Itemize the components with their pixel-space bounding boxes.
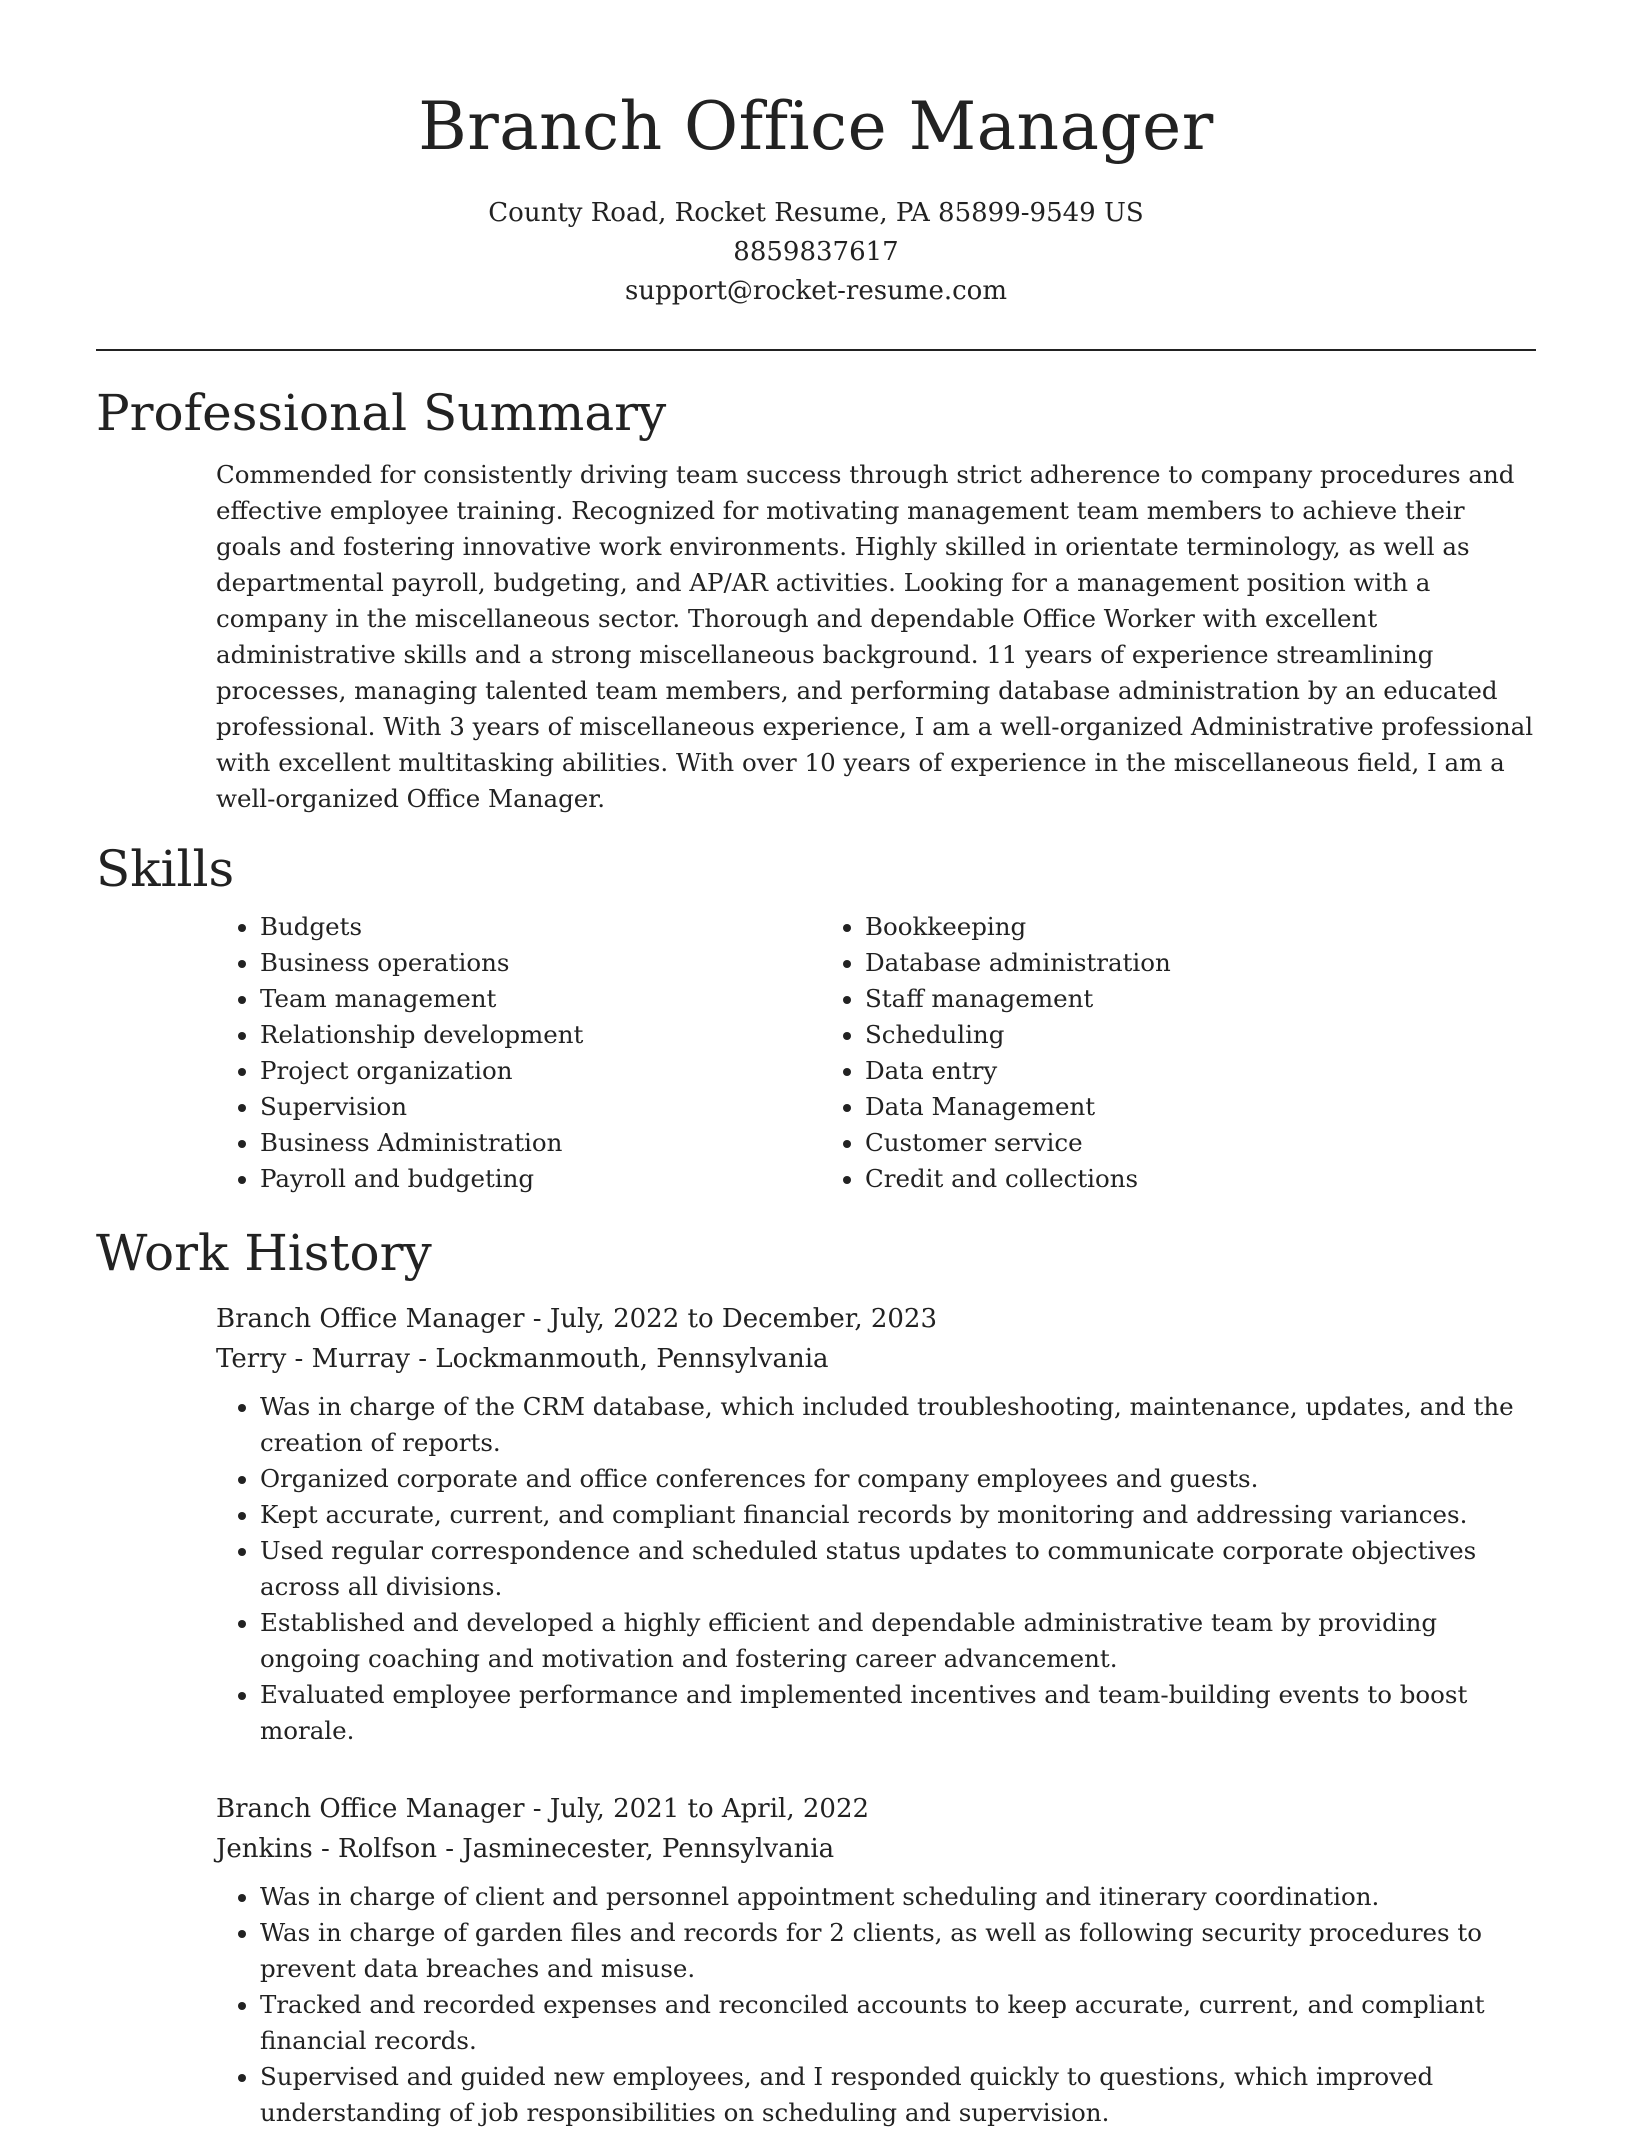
job-title-line: Branch Office Manager - July, 2022 to December, 2023 <box>216 1304 938 1334</box>
job-responsibilities <box>216 1879 1536 2131</box>
skill-item: • Data Management <box>865 1089 1426 1125</box>
contact-phone: 8859837617 <box>733 237 899 267</box>
job-bullet: • Established and developed a highly efficient and dependable administrative team by providing ongoing coaching and motivation and fostering career advancement. <box>260 1605 1536 1677</box>
contact-address: County Road, Rocket Resume, PA 85899-9549 US <box>488 198 1144 228</box>
summary-text: Commended for consistently driving team success through strict adherence to company procedures and effective employee training. Recognized for motivating management team members to achieve their goals and fostering innovative work environments. Highly skilled in orientate terminology, as well as departmental payroll, budgeting, and AP/AR activities. Looking for a management position with a company in the miscellaneous sector. Thorough and dependable Office Worker with excellent administrative skills and a strong miscellaneous background. 11 years of experience streamlining processes, managing talented team members, and performing database administration by an educated professional. With 3 years of miscellaneous experience, I am a well-organized Administrative professional with excellent multitasking abilities. With over 10 years of experience in the miscellaneous field, I am a well-organized Office Manager. <box>216 460 1534 813</box>
skills-section <box>96 837 1536 1197</box>
job-company-line: Terry - Murray - Lockmanmouth, Pennsylvania <box>216 1344 829 1374</box>
job-bullet: • Organized corporate and office conferences for company employees and guests. <box>260 1461 1536 1497</box>
job-location: Lockmanmouth, Pennsylvania <box>435 1344 829 1374</box>
skill-item: • Credit and collections <box>865 1161 1426 1197</box>
job-company: Jenkins - Rolfson <box>216 1834 437 1864</box>
job-company: Terry - Murray <box>216 1344 410 1374</box>
job-bullet: • Was in charge of client and personnel appointment scheduling and itinerary coordination. <box>260 1879 1536 1915</box>
job-bullet: • Evaluated employee performance and implemented incentives and team-building events to boost morale. <box>260 1677 1536 1749</box>
skill-item: • Payroll and budgeting <box>260 1161 821 1197</box>
skill-item: • Supervision <box>260 1089 821 1125</box>
job-bullet: • Supervised and guided new employees, and I responded quickly to questions, which improved understanding of job responsibilities on scheduling and supervision. <box>260 2059 1536 2131</box>
skill-item: • Business Administration <box>260 1125 821 1161</box>
job-dates: July, 2021 to April, 2022 <box>549 1794 870 1824</box>
job-dates: July, 2022 to December, 2023 <box>549 1304 938 1334</box>
professional-summary-section <box>96 381 1536 817</box>
job-position: Branch Office Manager <box>216 1794 525 1824</box>
job-company-line: Jenkins - Rolfson - Jasminecester, Pennsylvania <box>216 1834 835 1864</box>
summary-heading: Professional Summary <box>96 384 667 442</box>
job-entry <box>216 1299 1536 1749</box>
skills-column-right <box>821 909 1426 1197</box>
job-location: Jasminecester, Pennsylvania <box>462 1834 835 1864</box>
work-history-section <box>96 1221 1536 2131</box>
skills-heading: Skills <box>96 840 235 898</box>
skill-item: • Budgets <box>260 909 821 945</box>
job-bullet: • Kept accurate, current, and compliant financial records by monitoring and addressing variances. <box>260 1497 1536 1533</box>
candidate-name: Branch Office Manager <box>418 88 1214 165</box>
work-history-heading: Work History <box>96 1224 432 1282</box>
header-divider <box>96 349 1536 351</box>
skill-item: • Business operations <box>260 945 821 981</box>
job-title-line: Branch Office Manager - July, 2021 to April, 2022 <box>216 1794 870 1824</box>
job-entry <box>216 1789 1536 2131</box>
contact-email: support@rocket-resume.com <box>624 276 1007 306</box>
skill-item: • Project organization <box>260 1053 821 1089</box>
skills-grid <box>216 909 1536 1197</box>
job-bullet: • Tracked and recorded expenses and reconciled accounts to keep accurate, current, and compliant financial records. <box>260 1987 1536 2059</box>
skill-item: • Scheduling <box>865 1017 1426 1053</box>
skill-item: • Database administration <box>865 945 1426 981</box>
skill-item: • Data entry <box>865 1053 1426 1089</box>
resume-header <box>96 0 1536 311</box>
job-bullet: • Was in charge of garden files and records for 2 clients, as well as following security procedures to prevent data breaches and misuse. <box>260 1915 1536 1987</box>
skill-item: • Team management <box>260 981 821 1017</box>
skill-item: • Bookkeeping <box>865 909 1426 945</box>
job-responsibilities <box>216 1389 1536 1749</box>
job-bullet: • Was in charge of the CRM database, which included troubleshooting, maintenance, updates, and the creation of reports. <box>260 1389 1536 1461</box>
skill-item: • Customer service <box>865 1125 1426 1161</box>
job-bullet: • Used regular correspondence and scheduled status updates to communicate corporate objectives across all divisions. <box>260 1533 1536 1605</box>
skill-item: • Staff management <box>865 981 1426 1017</box>
skill-item: • Relationship development <box>260 1017 821 1053</box>
contact-info <box>96 194 1536 311</box>
skills-column-left <box>216 909 821 1197</box>
job-position: Branch Office Manager <box>216 1304 525 1334</box>
